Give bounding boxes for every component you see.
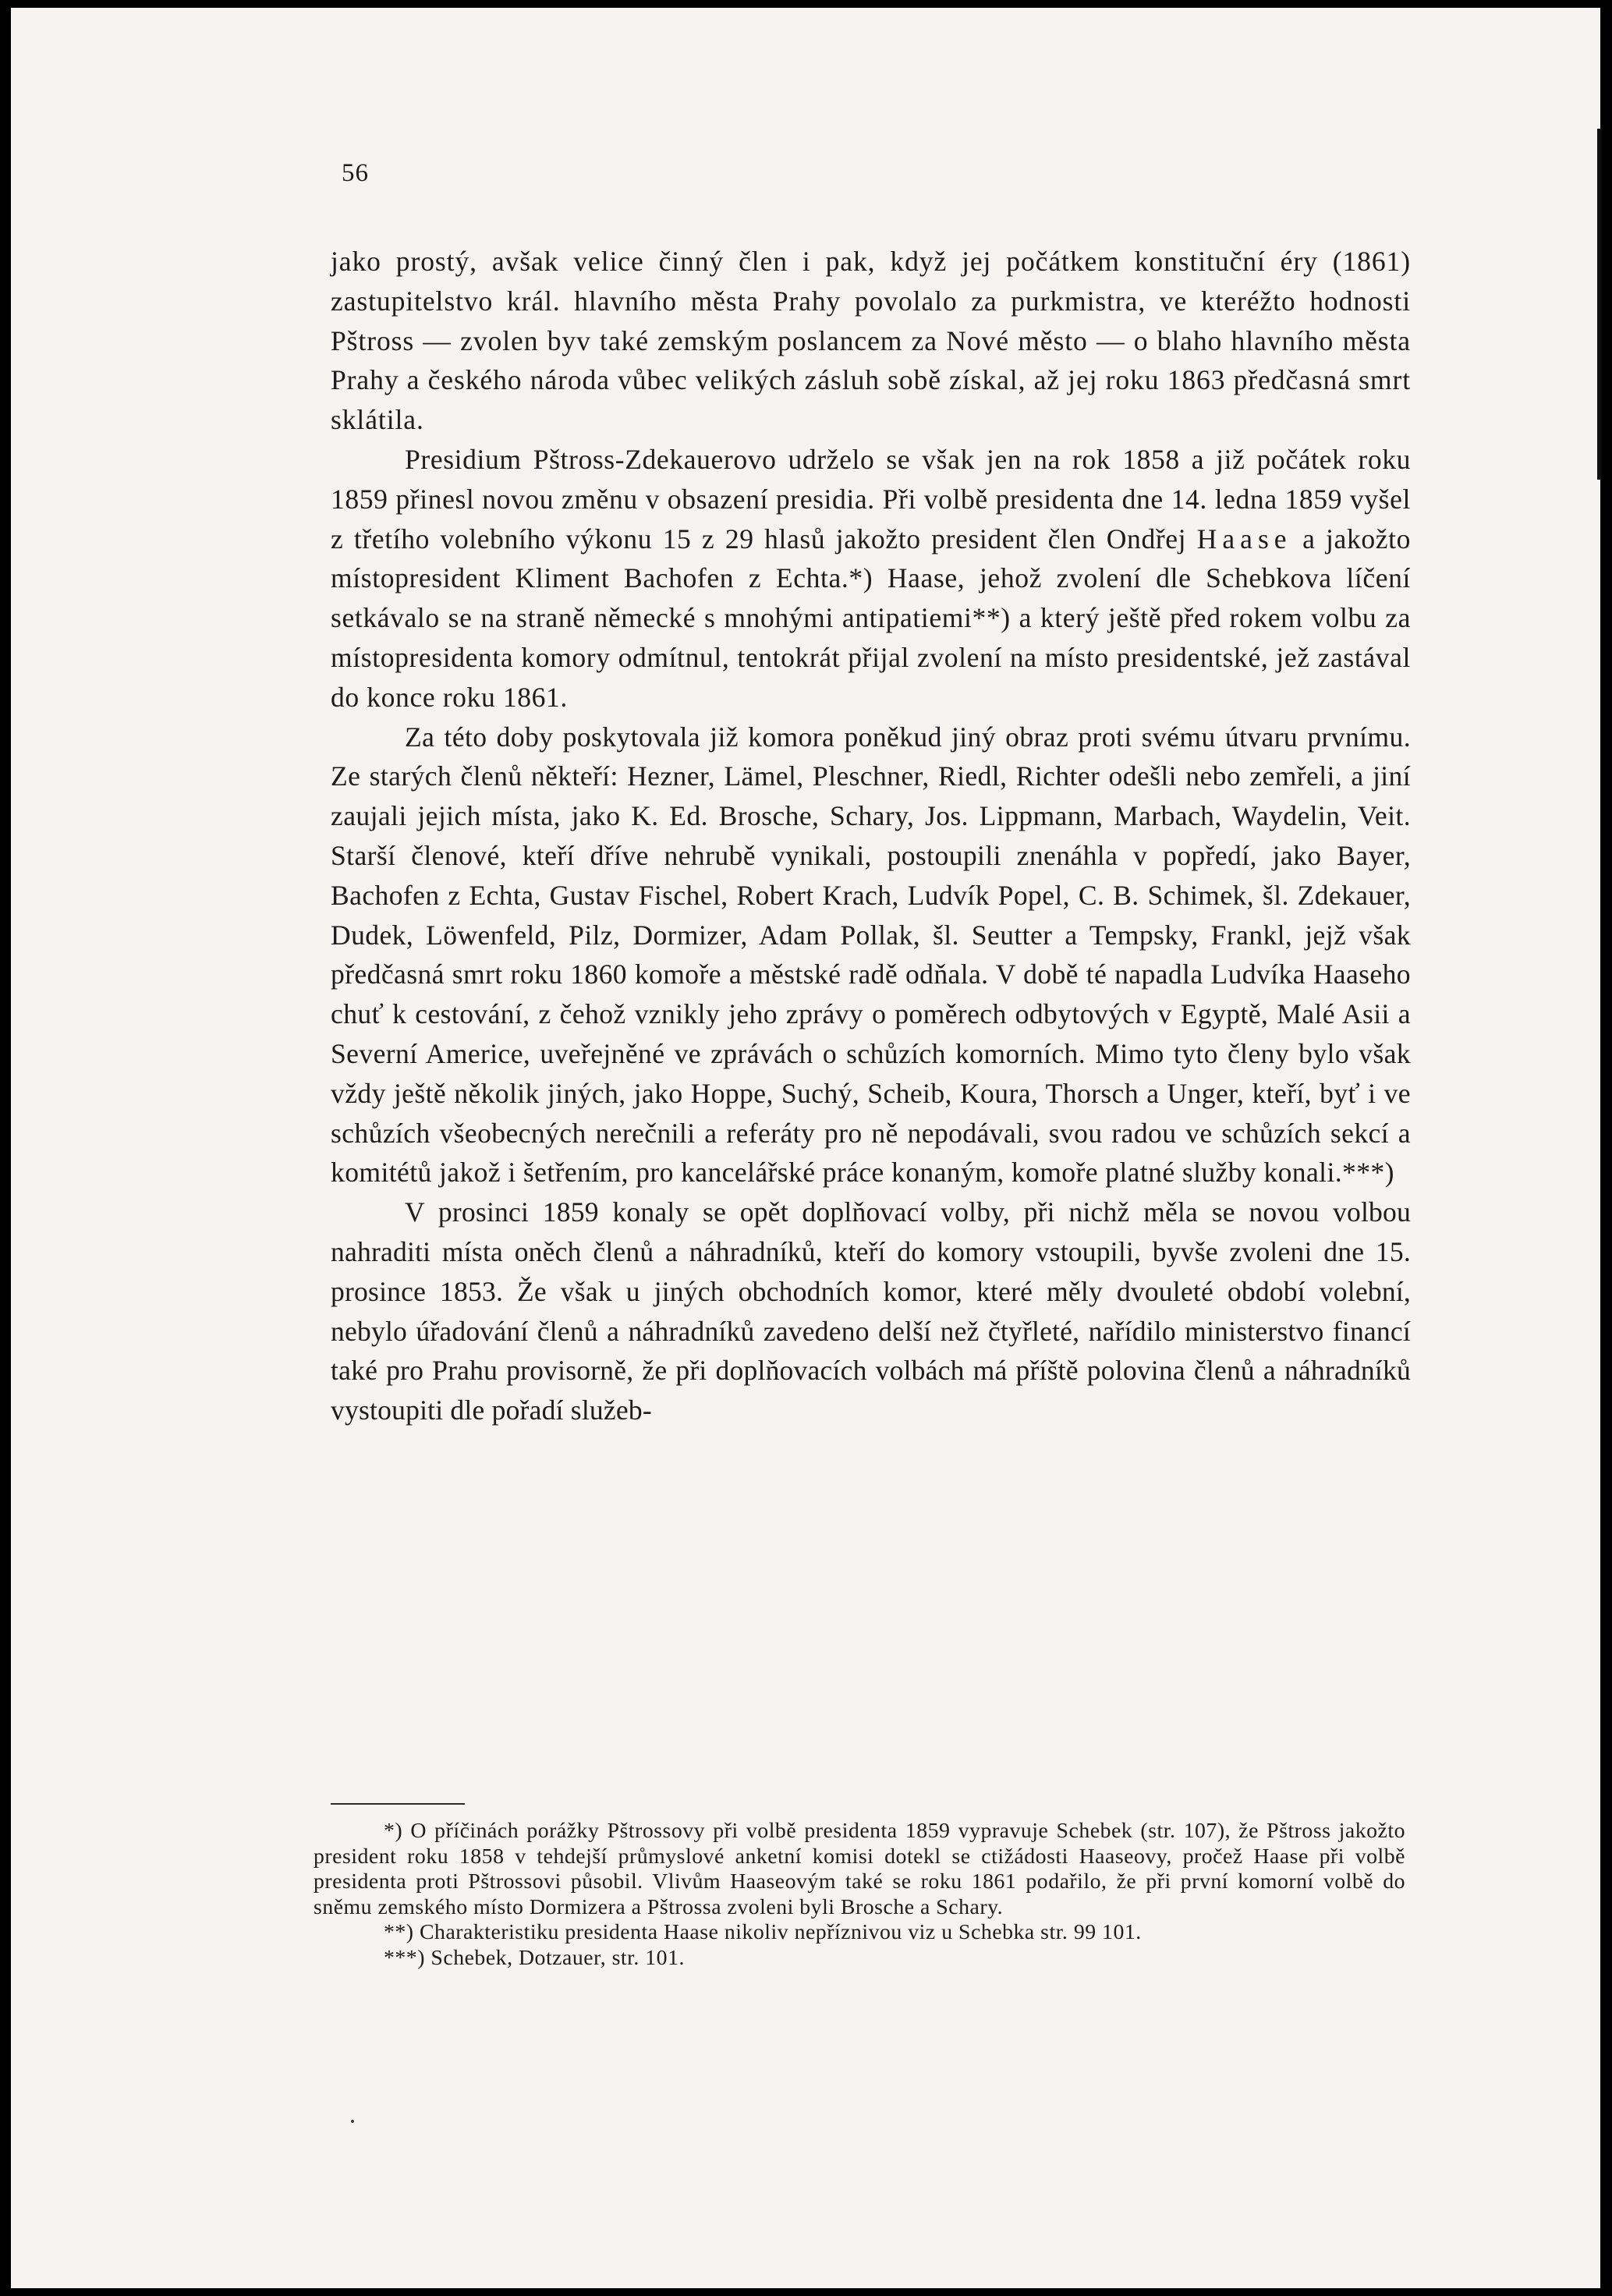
- paragraph-2: [331, 440, 1411, 718]
- main-text: [331, 242, 1411, 1430]
- scanned-page: [11, 8, 1600, 2288]
- footnote-1: *) O příčinách porážky Pštrossovy při volbě presidenta 1859 vypravuje Schebek (str. 107), že Pštross jakožto president roku 1858 v tehdejší průmyslové anketní komisi dotekl se ctižádosti Haaseovy, pročež Haase při volbě presidenta proti Pštrossovi působil. Vlivům Haaseovým také se roku 1861 podařilo, že při první komorní volbě do sněmu zemského místo Dormizera a Pštrossa zvoleni byli Brosche a Schary.: [314, 1819, 1405, 1919]
- footnote-2: **) Charakteristiku presidenta Haase nikoliv nepříznivou viz u Schebka str. 99 101.: [384, 1920, 1142, 1944]
- paragraph-3: Za této doby poskytovala již komora poněkud jiný obraz proti svému útvaru prvnímu. Ze starých členů někteří: Hezner, Lämel, Pleschner, Riedl, Richter odešli nebo zemřeli, a jiní zaujali jejich místa, jako K. Ed. Brosche, Schary, Jos. Lippmann, Marbach, Waydelin, Veit. Starší členové, kteří dříve nehrubě vynikali, postoupili znenáhla v popředí, jako Bayer, Bachofen z Echta, Gustav Fischel, Robert Krach, Ludvík Popel, C. B. Schimek, šl. Zdekauer, Dudek, Löwenfeld, Pilz, Dormizer, Adam Pollak, šl. Seutter a Tempsky, Frankl, jejž však předčasná smrt roku 1860 komoře a městské radě odňala. V době té napadla Ludvíka Haaseho chuť k cestování, z čehož vznikly jeho zprávy o poměrech odbytových v Egyptě, Malé Asii a Severní Americe, uveřejněné ve zprávách o schůzích komorních. Mimo tyto členy bylo však vždy ještě několik jiných, jako Hoppe, Suchý, Scheib, Koura, Thorsch a Unger, kteří, byť i ve schůzích všeobecných nerečnili a referáty pro ně nepodávali, svou radou ve schůzích sekcí a komitétů jakož i šetřením, pro kancelářské práce konaným, komoře platné služby konali.***): [331, 721, 1411, 1189]
- spaced-name-haase: Haase: [1196, 523, 1292, 555]
- scan-edge-bar: [1597, 129, 1601, 480]
- footnote-separator: [331, 1803, 465, 1805]
- footnotes: [314, 1819, 1405, 1971]
- paragraph-4: V prosinci 1859 konaly se opět doplňovací volby, při nichž měla se novou volbou nahraditi místa oněch členů a náhradníků, kteří do komory vstoupili, byvše zvoleni dne 15. prosince 1853. Že však u jiných obchodních komor, které měly dvouleté období volební, nebylo úřadování členů a náhradníků zavedeno delší než čtyřleté, nařídilo ministerstvo financí také pro Prahu provisorně, že při doplňovacích volbách má příště polovina členů a náhradníků vystoupiti dle pořadí služeb-: [331, 1196, 1411, 1426]
- scan-speck: [351, 2120, 354, 2123]
- page-number: 56: [342, 159, 369, 187]
- paragraph-2-end: a jakožto místopresident Kliment Bachofen z Echta.*) Haase, jehož zvolení dle Schebkova líčení setkávalo se na straně německé s mnohými antipatiemi**) a který ještě před rokem volbu za místopresidenta komory odmítnul, tentokrát přijal zvolení na místo presidentské, jež zastával do konce roku 1861.: [331, 523, 1411, 713]
- paragraph-1: jako prostý, avšak velice činný člen i pak, když jej počátkem konstituční éry (1861) zastupitelstvo král. hlavního města Prahy povolalo za purkmistra, ve kteréžto hodnosti Pštross — zvolen byv také zemským poslancem za Nové město — o blaho hlavního města Prahy a českého národa vůbec velikých zásluh sobě získal, až jej roku 1863 předčasná smrt sklátila.: [331, 246, 1411, 436]
- paragraph-2-start: Presidium Pštross-Zdekauerovo udrželo se však jen na rok 1858 a již počátek roku 1859 přinesl novou změnu v obsazení presidia. Při volbě presidenta dne 14. ledna 1859 vyšel z třetího volebního výkonu 15 z 29 hlasů jakožto president člen Ondřej: [331, 443, 1411, 555]
- footnote-3: ***) Schebek, Dotzauer, str. 101.: [384, 1945, 685, 1970]
